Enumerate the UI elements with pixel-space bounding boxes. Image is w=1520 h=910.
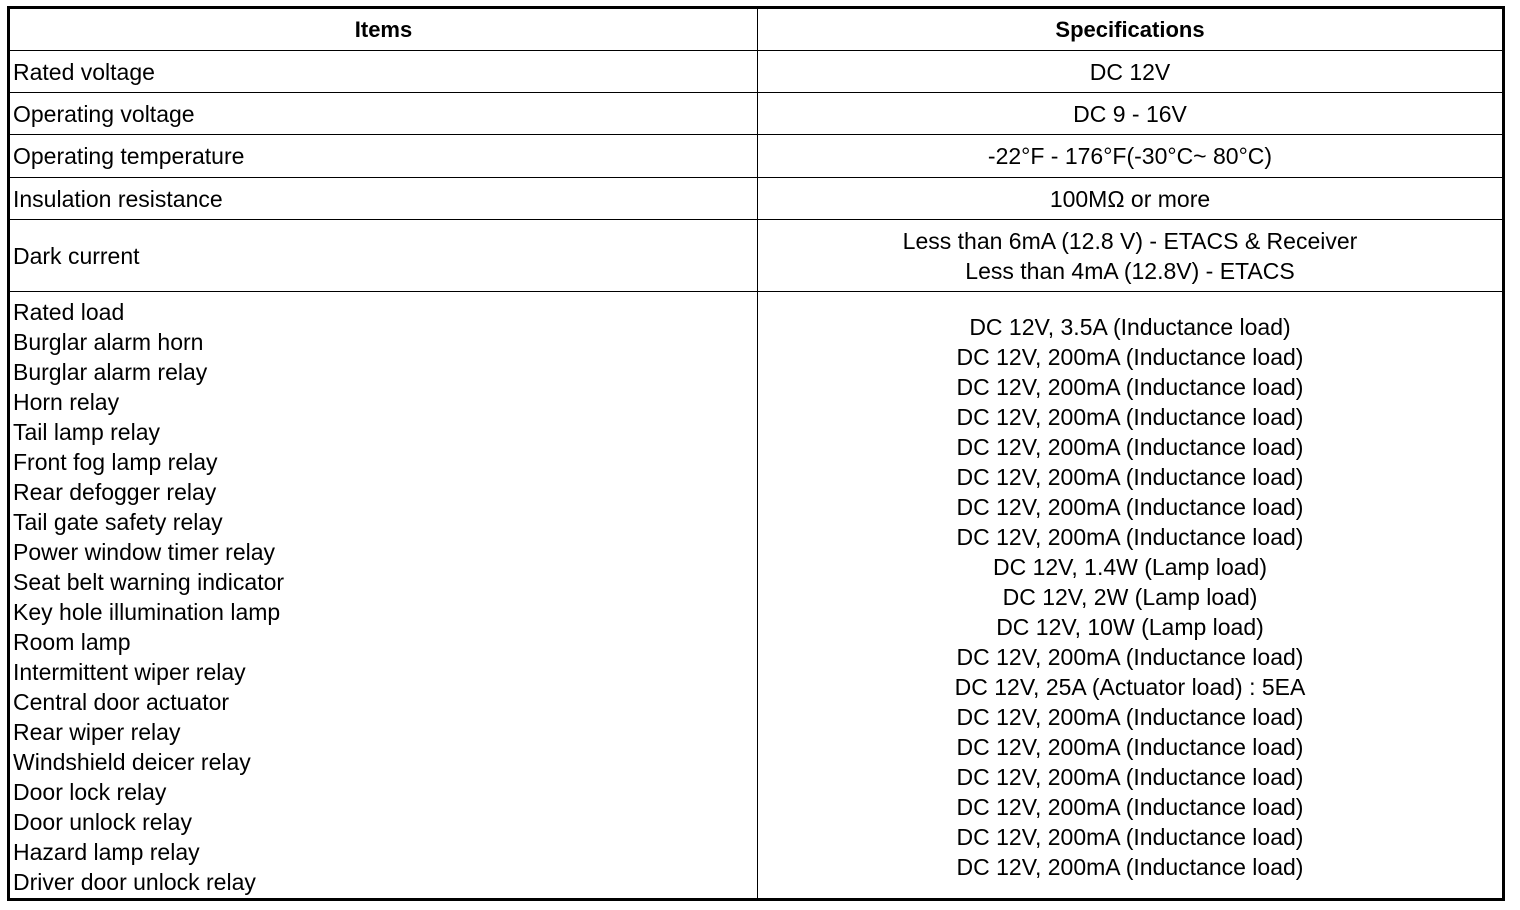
rated-load-specs-cell — [758, 292, 1502, 898]
spec-cell: 100MΩ or more — [1049, 185, 1211, 212]
load-spec: DC 12V, 2W (Lamp load) — [1002, 584, 1258, 610]
rated-load-row — [10, 292, 1502, 898]
table-row — [10, 178, 1502, 220]
load-item: Horn relay — [13, 389, 120, 415]
load-item: Burglar alarm relay — [13, 359, 208, 385]
table-row — [10, 220, 1502, 292]
load-item: Seat belt warning indicator — [13, 569, 285, 595]
load-spec: DC 12V, 200mA (Inductance load) — [956, 434, 1304, 460]
load-item: Key hole illumination lamp — [13, 599, 281, 625]
load-spec: DC 12V, 200mA (Inductance load) — [956, 404, 1304, 430]
spec-cell: -22°F - 176°F(-30°C~ 80°C) — [987, 143, 1273, 169]
load-spec: DC 12V, 200mA (Inductance load) — [956, 524, 1304, 550]
spec-cell — [758, 220, 1502, 291]
specifications-column-header: Specifications — [1055, 16, 1205, 42]
load-item: Tail gate safety relay — [13, 509, 223, 535]
load-item: Power window timer relay — [13, 539, 276, 565]
load-spec: DC 12V, 200mA (Inductance load) — [956, 494, 1304, 520]
spec-cell: DC 9 - 16V — [1073, 100, 1187, 127]
rated-load-label: Rated load — [13, 299, 125, 325]
table-header-row — [10, 9, 1502, 51]
items-column-header: Items — [10, 9, 758, 50]
load-spec: DC 12V, 200mA (Inductance load) — [956, 794, 1304, 820]
spec-cell: DC 12V — [1089, 58, 1171, 85]
spec-line: Less than 4mA (12.8V) - ETACS — [965, 257, 1295, 284]
load-spec: DC 12V, 200mA (Inductance load) — [956, 374, 1304, 400]
rated-load-items-cell — [10, 292, 758, 898]
load-spec: DC 12V, 1.4W (Lamp load) — [992, 554, 1267, 580]
item-cell: Rated voltage — [10, 51, 758, 92]
item-cell: Operating temperature — [10, 135, 758, 177]
load-item: Door unlock relay — [13, 809, 192, 835]
load-spec: DC 12V, 200mA (Inductance load) — [956, 344, 1304, 370]
load-item: Rear defogger relay — [13, 479, 217, 505]
load-spec: DC 12V, 10W (Lamp load) — [996, 614, 1264, 640]
load-item: Driver door unlock relay — [13, 869, 256, 895]
load-item: Room lamp — [13, 629, 131, 655]
table-row — [10, 51, 1502, 93]
item-cell: Insulation resistance — [10, 178, 758, 219]
load-item: Hazard lamp relay — [13, 839, 200, 865]
load-item: Door lock relay — [13, 779, 167, 805]
item-cell: Operating voltage — [10, 93, 758, 134]
load-spec: DC 12V, 200mA (Inductance load) — [956, 854, 1304, 880]
load-item: Intermittent wiper relay — [13, 659, 246, 685]
load-item: Rear wiper relay — [13, 719, 181, 745]
specifications-table — [7, 6, 1505, 901]
table-row — [10, 93, 1502, 135]
load-item: Front fog lamp relay — [13, 449, 218, 475]
spec-line: Less than 6mA (12.8 V) - ETACS & Receiver — [902, 227, 1358, 254]
load-item: Burglar alarm horn — [13, 329, 204, 355]
load-spec: DC 12V, 3.5A (Inductance load) — [969, 314, 1291, 340]
load-spec: DC 12V, 200mA (Inductance load) — [956, 464, 1304, 490]
load-spec: DC 12V, 200mA (Inductance load) — [956, 704, 1304, 730]
load-spec: DC 12V, 200mA (Inductance load) — [956, 824, 1304, 850]
load-spec: DC 12V, 200mA (Inductance load) — [956, 764, 1304, 790]
load-item: Central door actuator — [13, 689, 230, 715]
load-spec: DC 12V, 25A (Actuator load) : 5EA — [954, 674, 1306, 700]
load-spec: DC 12V, 200mA (Inductance load) — [956, 644, 1304, 670]
table-row — [10, 135, 1502, 178]
load-spec: DC 12V, 200mA (Inductance load) — [956, 734, 1304, 760]
item-cell: Dark current — [10, 220, 758, 291]
load-item: Windshield deicer relay — [13, 749, 251, 775]
load-item: Tail lamp relay — [13, 419, 160, 445]
